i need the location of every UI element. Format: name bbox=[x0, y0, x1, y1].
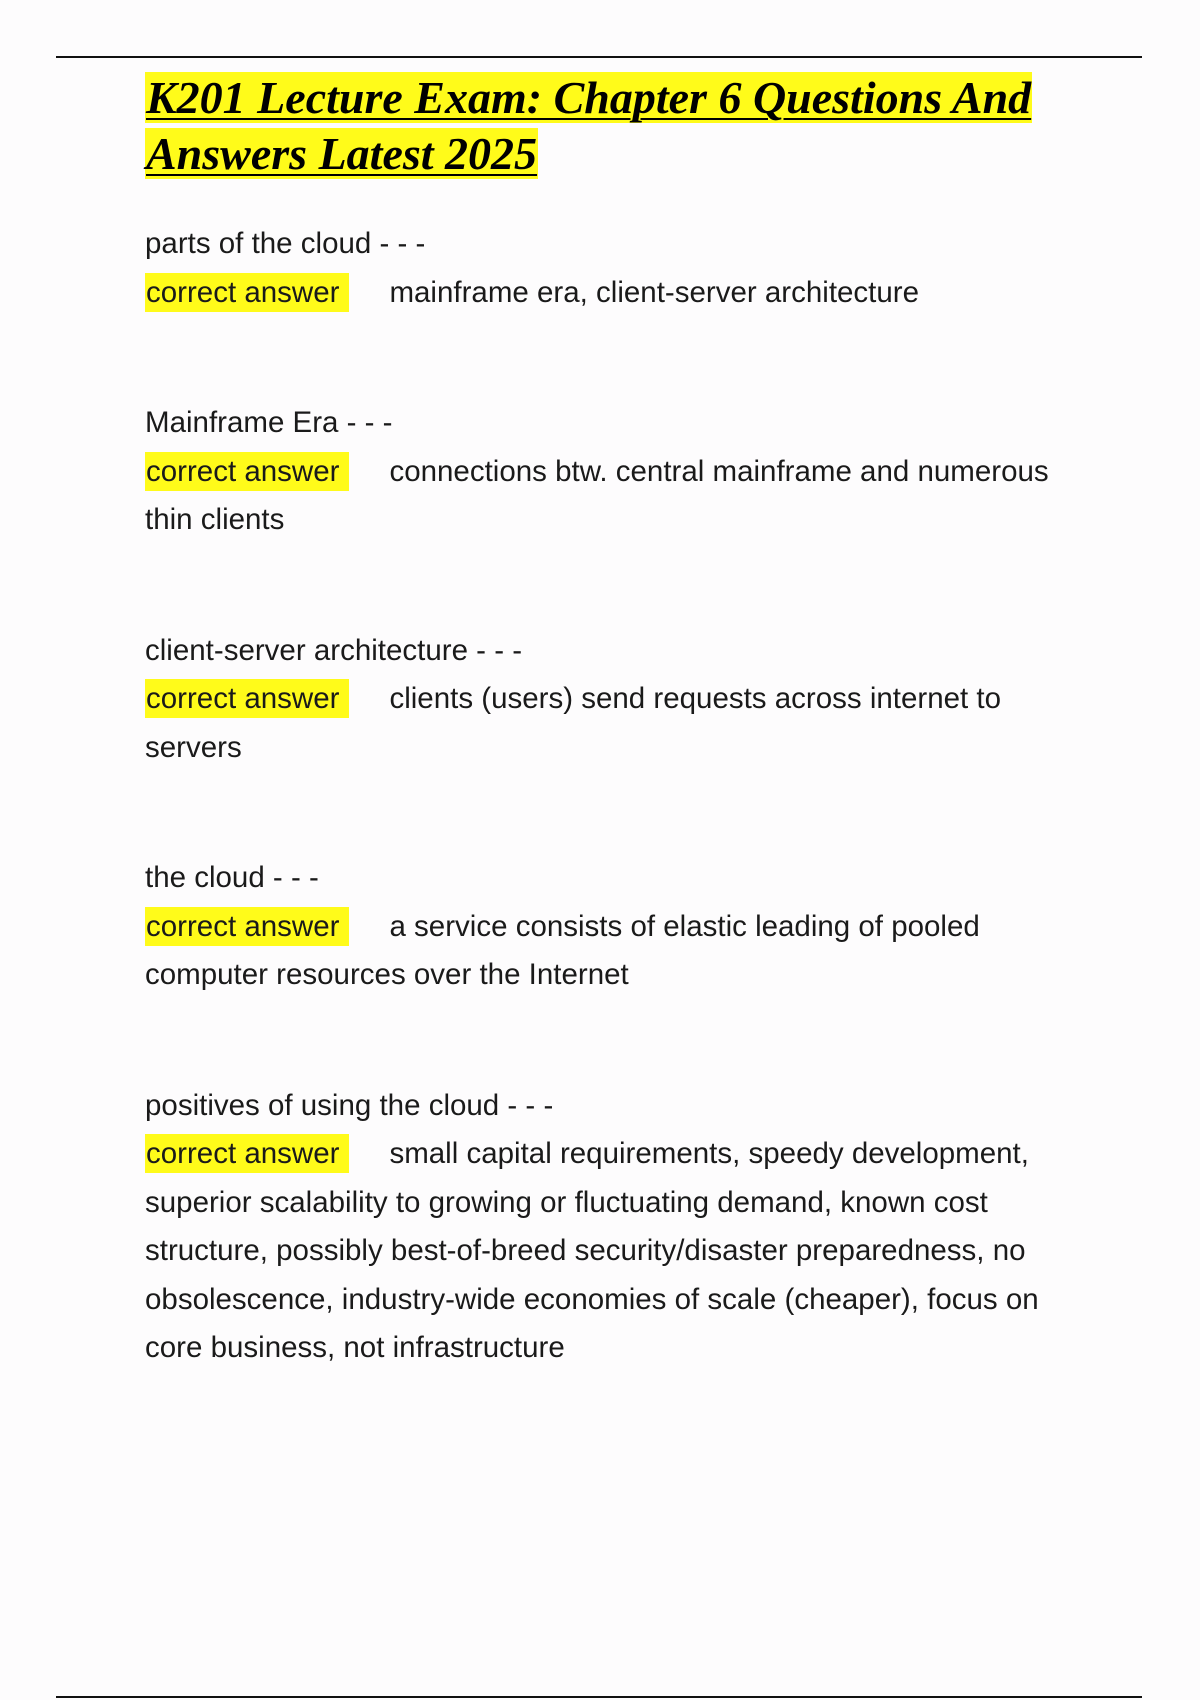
qa-item bbox=[145, 627, 1095, 773]
question-text: parts of the cloud - - - bbox=[145, 227, 426, 260]
qa-item bbox=[145, 854, 1095, 1000]
title-text: K201 Lecture Exam: Chapter 6 Questions And Answers Latest 2025 bbox=[146, 72, 1032, 179]
question-text: positives of using the cloud - - - bbox=[145, 1088, 554, 1122]
bottom-rule bbox=[56, 1696, 1142, 1698]
correct-answer-label: correct answer bbox=[145, 452, 349, 491]
question-text: client-server architecture - - - bbox=[145, 633, 523, 667]
answer-text: a service consists of elastic leading of pooled computer resources over the Internet bbox=[145, 909, 980, 991]
question-text: Mainframe Era - - - bbox=[145, 406, 393, 439]
answer-text: connections btw. central mainframe and numerous thin clients bbox=[145, 454, 1049, 536]
correct-answer-label: correct answer bbox=[145, 679, 349, 718]
correct-answer-label: correct answer bbox=[145, 273, 349, 312]
qa-item bbox=[145, 399, 1095, 545]
document-title bbox=[145, 70, 1095, 182]
answer-block bbox=[145, 269, 1095, 318]
answer-text: small capital requirements, speedy development, superior scalability to growing or fluctuating demand, known cost structure, possibly best-of-breed security/disaster preparedness, no obsolescence, industry-wide economies of scale (cheaper), focus on core business, not infrastructure bbox=[145, 1137, 1039, 1364]
answer-text: mainframe era, client-server architecture bbox=[389, 275, 919, 309]
question-text: the cloud - - - bbox=[145, 861, 319, 894]
answer-block bbox=[145, 675, 1095, 772]
top-rule bbox=[56, 56, 1142, 58]
qa-item bbox=[145, 1082, 1095, 1373]
answer-text: clients (users) send requests across internet to servers bbox=[145, 682, 1002, 764]
answer-block bbox=[145, 1130, 1095, 1373]
answer-block bbox=[145, 903, 1095, 1000]
document-body bbox=[145, 70, 1095, 1373]
correct-answer-label: correct answer bbox=[145, 907, 349, 946]
correct-answer-label: correct answer bbox=[145, 1134, 349, 1173]
answer-block bbox=[145, 448, 1095, 545]
qa-item bbox=[145, 220, 1095, 317]
